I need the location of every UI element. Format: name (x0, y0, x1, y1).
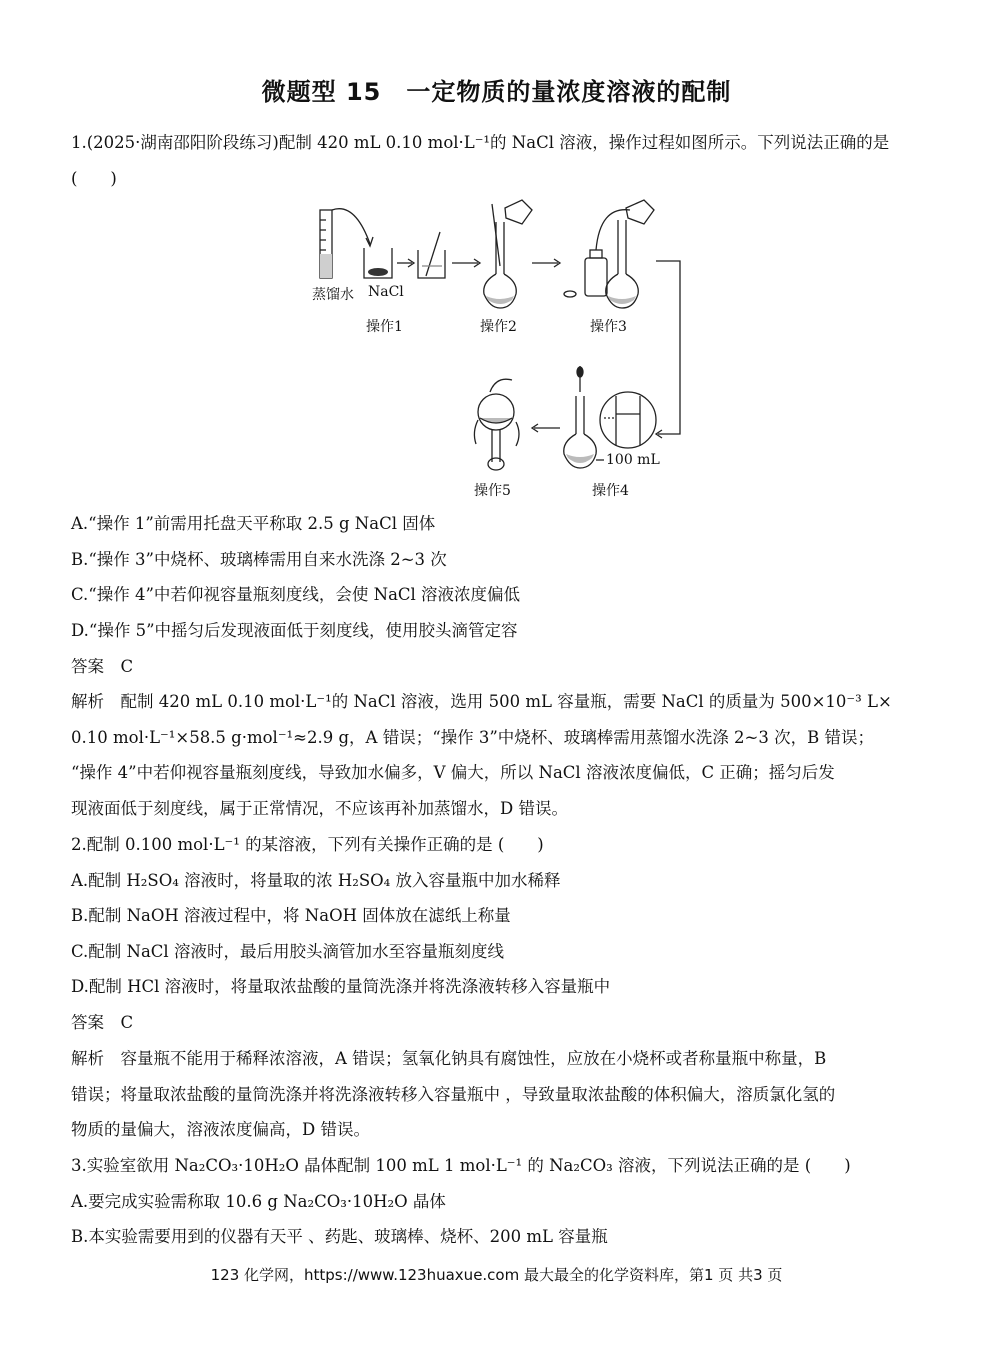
q1-option-d: D.“操作 5”中摇匀后发现液面低于刻度线，使用胶头滴管定容 (71, 621, 518, 640)
op5-label: 操作5 (474, 483, 511, 499)
op2-label: 操作2 (480, 319, 517, 335)
q2-option-a: A.配制 H₂SO₄ 溶液时，将量取的浓 H₂SO₄ 放入容量瓶中加水稀释 (71, 871, 561, 890)
q2-option-c: C.配制 NaCl 溶液时，最后用胶头滴管加水至容量瓶刻度线 (71, 942, 504, 961)
q1-answer: 答案 C (71, 657, 134, 676)
beaker-icon (364, 248, 392, 278)
op3-label: 操作3 (590, 319, 627, 335)
page-title: 微题型 15 一定物质的量浓度溶液的配制 (261, 78, 732, 106)
op4-label: 操作4 (592, 483, 629, 499)
inverting-flask-icon (474, 379, 519, 470)
stirring-beaker-icon (418, 232, 445, 278)
q1-option-a: A.“操作 1”前需用托盘天平称取 2.5 g NaCl 固体 (71, 514, 436, 533)
wash-bottle-icon (564, 210, 630, 297)
nacl-label: NaCl (368, 284, 404, 300)
q2-analysis-3: 物质的量偏大，溶液浓度偏高，D 错误。 (71, 1120, 370, 1139)
page-footer: 123 化学网，https://www.123huaxue.com 最大最全的化学资料库，第1 页 共3 页 (210, 1266, 783, 1284)
q1-analysis-2: 0.10 mol·L⁻¹×58.5 g·mol⁻¹≈2.9 g，A 错误；“操作 3”中烧杯、玻璃棒需用蒸馏水洗涤 2~3 次，B 错误； (71, 728, 874, 747)
q2-option-d: D.配制 HCl 溶液时，将量取浓盐酸的量筒洗涤并将洗涤液转移入容量瓶中 (71, 977, 611, 996)
q2-answer: 答案 C (71, 1013, 134, 1032)
q1-option-c: C.“操作 4”中若仰视容量瓶刻度线，会使 NaCl 溶液浓度偏低 (71, 585, 521, 604)
q1-analysis-3: “操作 4”中若仰视容量瓶刻度线，导致加水偏多，V 偏大，所以 NaCl 溶液浓度偏低，C 正确；摇匀后发 (71, 763, 835, 782)
q2-analysis-1: 解析 容量瓶不能用于稀释浓溶液，A 错误；氢氧化钠具有腐蚀性，应放在小烧杯或者称量瓶中称量，B (71, 1049, 827, 1068)
q3-stem: 3.实验室欲用 Na₂CO₃·10H₂O 晶体配制 100 mL 1 mol·L⁻¹ 的 Na₂CO₃ 溶液，下列说法正确的是 ( ) (71, 1156, 851, 1175)
volume-label: 100 mL (606, 452, 660, 468)
q3-option-a: A.要完成实验需称取 10.6 g Na₂CO₃·10H₂O 晶体 (71, 1192, 446, 1211)
q1-analysis-4: 现液面低于刻度线，属于正常情况，不应该再补加蒸馏水，D 错误。 (71, 799, 568, 818)
q2-stem: 2.配制 0.100 mol·L⁻¹ 的某溶液，下列有关操作正确的是 ( ) (71, 835, 544, 854)
graduated-cylinder-icon (320, 209, 373, 278)
volumetric-flask-icon (484, 200, 532, 308)
water-label: 蒸馏水 (312, 287, 354, 303)
q1-option-b: B.“操作 3”中烧杯、玻璃棒需用自来水洗涤 2~3 次 (71, 550, 447, 569)
q2-analysis-2: 错误；将量取浓盐酸的量筒洗涤并将洗涤液转移入容量瓶中 ，导致量取浓盐酸的体积偏大，溶质氯化氢的 (71, 1085, 836, 1104)
q2-option-b: B.配制 NaOH 溶液过程中，将 NaOH 固体放在滤纸上称量 (71, 906, 511, 925)
q1-stem: 1.(2025·湖南邵阳阶段练习)配制 420 mL 0.10 mol·L⁻¹的 NaCl 溶液，操作过程如图所示。下列说法正确的是 (71, 133, 890, 152)
q1-stem-bracket: ( ) (71, 169, 117, 188)
q1-analysis-1: 解析 配制 420 mL 0.10 mol·L⁻¹的 NaCl 溶液，选用 500 mL 容量瓶，需要 NaCl 的质量为 500×10⁻³ L× (71, 692, 892, 711)
q1-figure (300, 196, 700, 501)
op1-label: 操作1 (366, 319, 403, 335)
q3-option-b: B.本实验需要用到的仪器有天平 、药匙、玻璃棒、烧杯、200 mL 容量瓶 (71, 1227, 608, 1246)
volumetric-flask-icon (606, 200, 654, 308)
